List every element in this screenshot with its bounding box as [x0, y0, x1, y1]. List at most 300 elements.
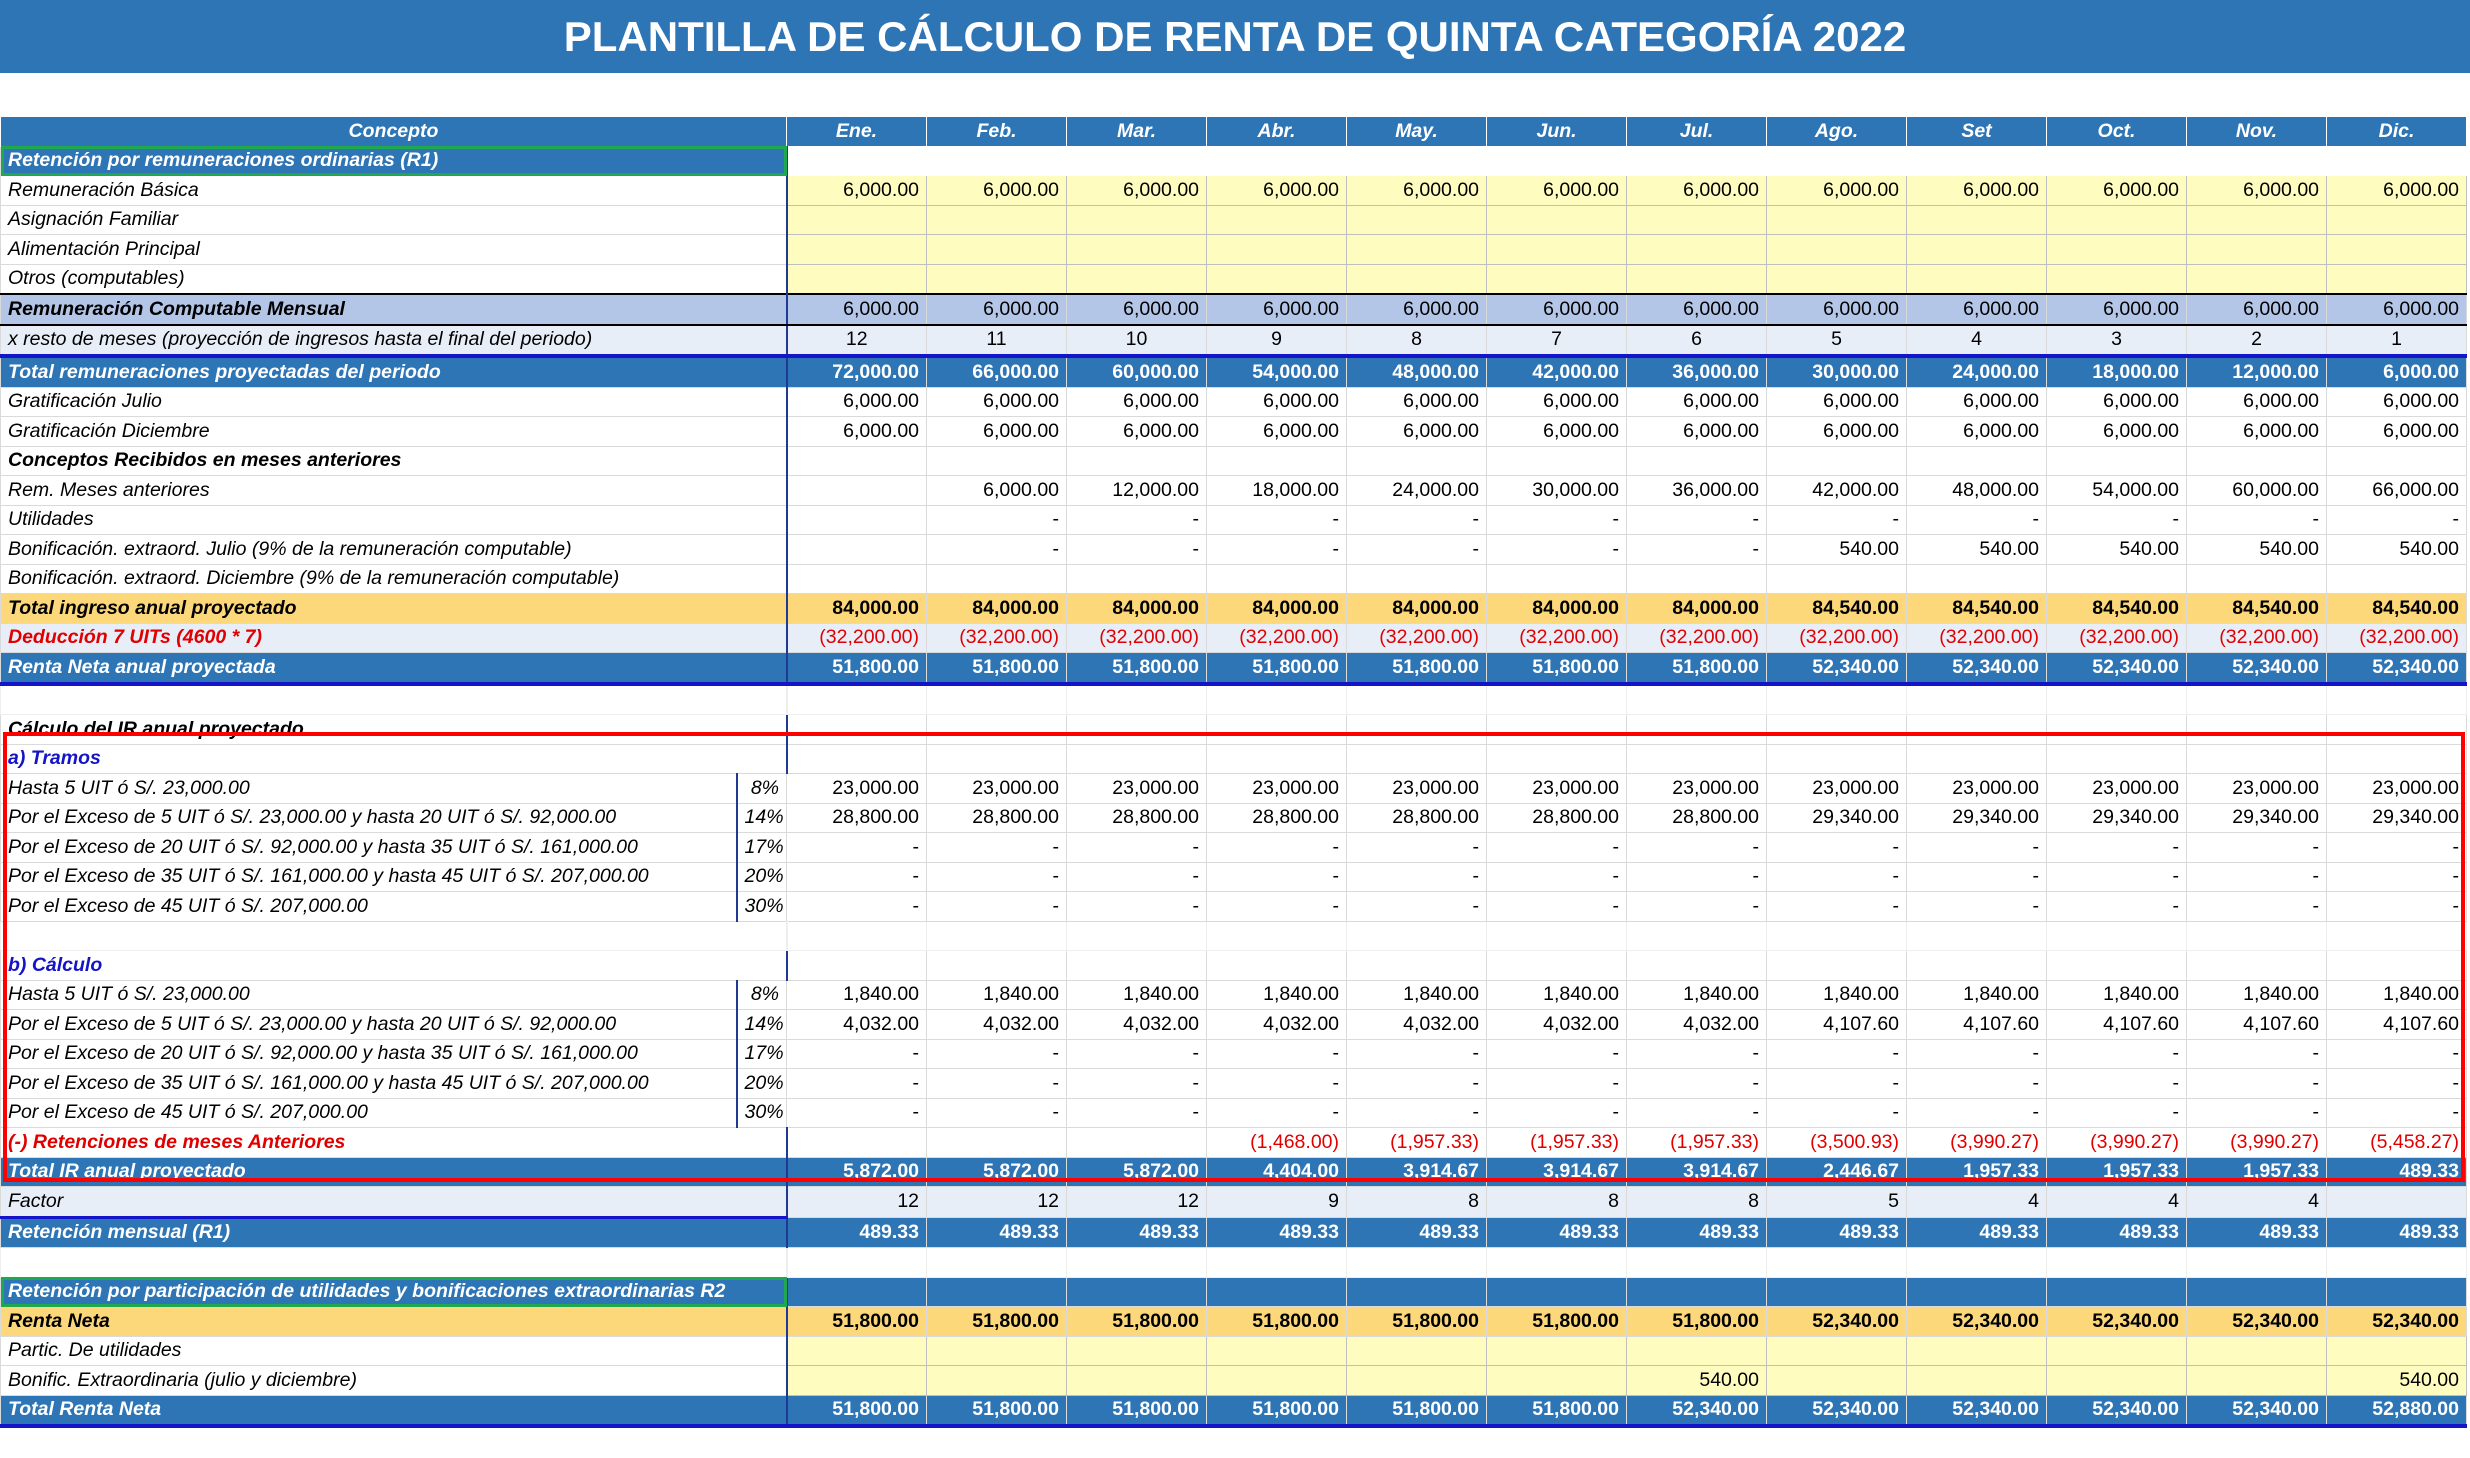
- value-cell[interactable]: (5,458.27): [2327, 1128, 2467, 1158]
- value-cell[interactable]: 84,540.00: [2327, 594, 2467, 624]
- cell[interactable]: [1067, 1277, 1207, 1307]
- value-cell[interactable]: [787, 715, 927, 745]
- value-cell[interactable]: 9: [1207, 1187, 1347, 1218]
- value-cell[interactable]: [2187, 205, 2327, 235]
- value-cell[interactable]: 489.33: [1487, 1217, 1627, 1248]
- row-label[interactable]: Utilidades: [1, 505, 787, 535]
- row-label[interactable]: Total IR anual proyectado: [1, 1157, 787, 1187]
- value-cell[interactable]: [787, 235, 927, 265]
- value-cell[interactable]: -: [927, 535, 1067, 565]
- value-cell[interactable]: [1207, 684, 1347, 715]
- value-cell[interactable]: 30,000.00: [1487, 476, 1627, 506]
- value-cell[interactable]: 42,000.00: [1487, 356, 1627, 387]
- value-cell[interactable]: [1207, 744, 1347, 774]
- value-cell[interactable]: 84,000.00: [1487, 594, 1627, 624]
- value-cell[interactable]: 4,032.00: [1347, 1010, 1487, 1040]
- value-cell[interactable]: 28,800.00: [927, 803, 1067, 833]
- value-cell[interactable]: 28,800.00: [1347, 803, 1487, 833]
- value-cell[interactable]: [1767, 205, 1907, 235]
- value-cell[interactable]: 23,000.00: [1487, 774, 1627, 804]
- cell[interactable]: [2187, 146, 2327, 176]
- section-header-cell[interactable]: Retención por participación de utilidades y bonificaciones extraordinarias R2: [1, 1277, 787, 1307]
- value-cell[interactable]: 8: [1347, 325, 1487, 357]
- value-cell[interactable]: -: [2047, 892, 2187, 922]
- value-cell[interactable]: 1,957.33: [1907, 1157, 2047, 1187]
- value-cell[interactable]: (32,200.00): [787, 623, 927, 653]
- row-label[interactable]: Factor: [1, 1187, 787, 1218]
- value-cell[interactable]: 6,000.00: [1627, 176, 1767, 206]
- value-cell[interactable]: 52,340.00: [2187, 1395, 2327, 1426]
- value-cell[interactable]: -: [787, 1069, 927, 1099]
- value-cell[interactable]: 28,800.00: [787, 803, 927, 833]
- cell[interactable]: [1207, 1277, 1347, 1307]
- value-cell[interactable]: 540.00: [1767, 535, 1907, 565]
- value-cell[interactable]: [2327, 446, 2467, 476]
- value-cell[interactable]: 51,800.00: [1067, 1307, 1207, 1337]
- value-cell[interactable]: 84,000.00: [1347, 594, 1487, 624]
- cell[interactable]: [1207, 146, 1347, 176]
- value-cell[interactable]: 6,000.00: [1767, 417, 1907, 447]
- value-cell[interactable]: [2327, 921, 2467, 951]
- value-cell[interactable]: 1,840.00: [1487, 980, 1627, 1010]
- value-cell[interactable]: 489.33: [2047, 1217, 2187, 1248]
- value-cell[interactable]: 18,000.00: [2047, 356, 2187, 387]
- value-cell[interactable]: 6,000.00: [1767, 387, 1907, 417]
- value-cell[interactable]: 6,000.00: [2047, 387, 2187, 417]
- value-cell[interactable]: 5,872.00: [927, 1157, 1067, 1187]
- value-cell[interactable]: -: [1767, 505, 1907, 535]
- column-header-month[interactable]: Mar.: [1067, 117, 1207, 147]
- value-cell[interactable]: 51,800.00: [1347, 1307, 1487, 1337]
- value-cell[interactable]: 6,000.00: [1767, 176, 1907, 206]
- value-cell[interactable]: 6,000.00: [2327, 176, 2467, 206]
- value-cell[interactable]: [1067, 951, 1207, 981]
- value-cell[interactable]: -: [2187, 892, 2327, 922]
- row-label[interactable]: Por el Exceso de 20 UIT ó S/. 92,000.00 y hasta 35 UIT ó S/. 161,000.00: [1, 1039, 737, 1069]
- cell[interactable]: [787, 146, 927, 176]
- value-cell[interactable]: 8: [1347, 1187, 1487, 1218]
- value-cell[interactable]: 6,000.00: [2327, 356, 2467, 387]
- value-cell[interactable]: (1,468.00): [1207, 1128, 1347, 1158]
- value-cell[interactable]: [927, 264, 1067, 294]
- value-cell[interactable]: -: [2327, 1039, 2467, 1069]
- value-cell[interactable]: -: [1067, 892, 1207, 922]
- value-cell[interactable]: [1907, 951, 2047, 981]
- row-label[interactable]: [1, 684, 787, 715]
- value-cell[interactable]: -: [2187, 833, 2327, 863]
- value-cell[interactable]: 6,000.00: [2047, 294, 2187, 325]
- value-cell[interactable]: (32,200.00): [1207, 623, 1347, 653]
- value-cell[interactable]: 23,000.00: [1907, 774, 2047, 804]
- value-cell[interactable]: [1067, 684, 1207, 715]
- value-cell[interactable]: [1627, 1248, 1767, 1278]
- value-cell[interactable]: 51,800.00: [1207, 1307, 1347, 1337]
- value-cell[interactable]: -: [1347, 862, 1487, 892]
- row-label[interactable]: Partic. De utilidades: [1, 1336, 787, 1366]
- value-cell[interactable]: [1067, 564, 1207, 594]
- column-header-month[interactable]: Ene.: [787, 117, 927, 147]
- value-cell[interactable]: -: [1347, 1069, 1487, 1099]
- value-cell[interactable]: -: [787, 892, 927, 922]
- value-cell[interactable]: 6,000.00: [1207, 176, 1347, 206]
- value-cell[interactable]: 6,000.00: [787, 176, 927, 206]
- value-cell[interactable]: [1207, 1336, 1347, 1366]
- value-cell[interactable]: [1067, 264, 1207, 294]
- value-cell[interactable]: (1,957.33): [1627, 1128, 1767, 1158]
- value-cell[interactable]: 540.00: [1907, 535, 2047, 565]
- value-cell[interactable]: [1347, 684, 1487, 715]
- rate-cell[interactable]: 17%: [737, 1039, 787, 1069]
- value-cell[interactable]: [927, 684, 1067, 715]
- cell[interactable]: [1067, 146, 1207, 176]
- value-cell[interactable]: [1207, 715, 1347, 745]
- value-cell[interactable]: [1907, 1336, 2047, 1366]
- value-cell[interactable]: -: [1907, 833, 2047, 863]
- value-cell[interactable]: [1487, 744, 1627, 774]
- value-cell[interactable]: 489.33: [787, 1217, 927, 1248]
- rate-cell[interactable]: 8%: [737, 980, 787, 1010]
- cell[interactable]: [2327, 1277, 2467, 1307]
- value-cell[interactable]: -: [927, 892, 1067, 922]
- cell[interactable]: [2327, 146, 2467, 176]
- value-cell[interactable]: [2187, 1248, 2327, 1278]
- value-cell[interactable]: [787, 264, 927, 294]
- value-cell[interactable]: [2187, 235, 2327, 265]
- row-label[interactable]: Hasta 5 UIT ó S/. 23,000.00: [1, 980, 737, 1010]
- spreadsheet-grid[interactable]: [0, 116, 2467, 1428]
- value-cell[interactable]: [2327, 1336, 2467, 1366]
- value-cell[interactable]: -: [927, 505, 1067, 535]
- value-cell[interactable]: 4,032.00: [1627, 1010, 1767, 1040]
- value-cell[interactable]: [787, 535, 927, 565]
- value-cell[interactable]: [2187, 1336, 2327, 1366]
- value-cell[interactable]: 6,000.00: [2047, 417, 2187, 447]
- value-cell[interactable]: 29,340.00: [2327, 803, 2467, 833]
- value-cell[interactable]: 6,000.00: [1207, 417, 1347, 447]
- value-cell[interactable]: -: [1207, 833, 1347, 863]
- value-cell[interactable]: 5: [1767, 325, 1907, 357]
- value-cell[interactable]: 6: [1627, 325, 1767, 357]
- value-cell[interactable]: 6,000.00: [1627, 417, 1767, 447]
- value-cell[interactable]: [1907, 684, 2047, 715]
- value-cell[interactable]: 12,000.00: [1067, 476, 1207, 506]
- value-cell[interactable]: 6,000.00: [1487, 294, 1627, 325]
- value-cell[interactable]: 84,000.00: [927, 594, 1067, 624]
- value-cell[interactable]: 12: [787, 325, 927, 357]
- value-cell[interactable]: 52,340.00: [2327, 1307, 2467, 1337]
- value-cell[interactable]: [927, 235, 1067, 265]
- value-cell[interactable]: 6,000.00: [787, 294, 927, 325]
- value-cell[interactable]: [787, 684, 927, 715]
- row-label[interactable]: Gratificación Julio: [1, 387, 787, 417]
- value-cell[interactable]: 51,800.00: [1347, 1395, 1487, 1426]
- value-cell[interactable]: 52,340.00: [2187, 1307, 2327, 1337]
- value-cell[interactable]: 52,340.00: [1907, 1307, 2047, 1337]
- column-header-concept[interactable]: Concepto: [1, 117, 787, 147]
- value-cell[interactable]: 4,032.00: [1207, 1010, 1347, 1040]
- column-header-month[interactable]: May.: [1347, 117, 1487, 147]
- value-cell[interactable]: 42,000.00: [1767, 476, 1907, 506]
- value-cell[interactable]: 4,107.60: [2187, 1010, 2327, 1040]
- value-cell[interactable]: 12: [787, 1187, 927, 1218]
- value-cell[interactable]: 540.00: [2187, 535, 2327, 565]
- rate-cell[interactable]: 30%: [737, 1098, 787, 1128]
- value-cell[interactable]: [1207, 235, 1347, 265]
- value-cell[interactable]: 12: [927, 1187, 1067, 1218]
- value-cell[interactable]: [927, 564, 1067, 594]
- value-cell[interactable]: -: [927, 1039, 1067, 1069]
- value-cell[interactable]: (3,990.27): [2187, 1128, 2327, 1158]
- value-cell[interactable]: 6,000.00: [2187, 176, 2327, 206]
- value-cell[interactable]: 29,340.00: [2187, 803, 2327, 833]
- row-label[interactable]: Por el Exceso de 5 UIT ó S/. 23,000.00 y hasta 20 UIT ó S/. 92,000.00: [1, 803, 737, 833]
- value-cell[interactable]: 4,107.60: [2047, 1010, 2187, 1040]
- row-label[interactable]: [1, 921, 787, 951]
- value-cell[interactable]: [1627, 446, 1767, 476]
- value-cell[interactable]: [1767, 715, 1907, 745]
- row-label[interactable]: Por el Exceso de 45 UIT ó S/. 207,000.00: [1, 1098, 737, 1128]
- value-cell[interactable]: 23,000.00: [2047, 774, 2187, 804]
- value-cell[interactable]: -: [2047, 1069, 2187, 1099]
- value-cell[interactable]: 6,000.00: [1767, 294, 1907, 325]
- value-cell[interactable]: [2047, 1336, 2187, 1366]
- value-cell[interactable]: -: [1067, 862, 1207, 892]
- value-cell[interactable]: [1627, 715, 1767, 745]
- value-cell[interactable]: -: [2327, 1098, 2467, 1128]
- value-cell[interactable]: -: [2047, 1039, 2187, 1069]
- value-cell[interactable]: 52,340.00: [1907, 653, 2047, 684]
- value-cell[interactable]: 60,000.00: [2187, 476, 2327, 506]
- value-cell[interactable]: 489.33: [1067, 1217, 1207, 1248]
- value-cell[interactable]: 6,000.00: [1627, 387, 1767, 417]
- value-cell[interactable]: 6,000.00: [1207, 387, 1347, 417]
- value-cell[interactable]: [787, 446, 927, 476]
- value-cell[interactable]: [927, 446, 1067, 476]
- value-cell[interactable]: 6,000.00: [1067, 294, 1207, 325]
- value-cell[interactable]: 2,446.67: [1767, 1157, 1907, 1187]
- cell[interactable]: [1907, 1277, 2047, 1307]
- value-cell[interactable]: 66,000.00: [2327, 476, 2467, 506]
- row-label[interactable]: Por el Exceso de 35 UIT ó S/. 161,000.00 y hasta 45 UIT ó S/. 207,000.00: [1, 1069, 737, 1099]
- value-cell[interactable]: [2047, 446, 2187, 476]
- value-cell[interactable]: [1487, 684, 1627, 715]
- value-cell[interactable]: 5,872.00: [787, 1157, 927, 1187]
- value-cell[interactable]: 51,800.00: [927, 1307, 1067, 1337]
- value-cell[interactable]: 52,340.00: [2327, 653, 2467, 684]
- value-cell[interactable]: 1: [2327, 325, 2467, 357]
- value-cell[interactable]: 52,340.00: [2047, 653, 2187, 684]
- value-cell[interactable]: (1,957.33): [1347, 1128, 1487, 1158]
- value-cell[interactable]: 23,000.00: [2327, 774, 2467, 804]
- value-cell[interactable]: 28,800.00: [1207, 803, 1347, 833]
- value-cell[interactable]: 51,800.00: [787, 1395, 927, 1426]
- value-cell[interactable]: [2047, 564, 2187, 594]
- value-cell[interactable]: [1767, 446, 1907, 476]
- row-label[interactable]: Cálculo del IR anual proyectado: [1, 715, 787, 745]
- value-cell[interactable]: 18,000.00: [1207, 476, 1347, 506]
- value-cell[interactable]: [1487, 205, 1627, 235]
- value-cell[interactable]: (32,200.00): [1067, 623, 1207, 653]
- column-header-month[interactable]: Jun.: [1487, 117, 1627, 147]
- value-cell[interactable]: 6,000.00: [1347, 176, 1487, 206]
- value-cell[interactable]: 540.00: [2047, 535, 2187, 565]
- value-cell[interactable]: 6,000.00: [2327, 417, 2467, 447]
- row-label[interactable]: b) Cálculo: [1, 951, 787, 981]
- value-cell[interactable]: 6,000.00: [927, 476, 1067, 506]
- value-cell[interactable]: [927, 1366, 1067, 1396]
- value-cell[interactable]: 6,000.00: [1067, 387, 1207, 417]
- value-cell[interactable]: -: [2327, 833, 2467, 863]
- value-cell[interactable]: [2047, 1248, 2187, 1278]
- value-cell[interactable]: 6,000.00: [1347, 387, 1487, 417]
- cell[interactable]: [927, 146, 1067, 176]
- value-cell[interactable]: [1207, 564, 1347, 594]
- value-cell[interactable]: [2327, 715, 2467, 745]
- value-cell[interactable]: -: [1627, 833, 1767, 863]
- value-cell[interactable]: -: [1487, 892, 1627, 922]
- value-cell[interactable]: [787, 505, 927, 535]
- value-cell[interactable]: [1907, 921, 2047, 951]
- rate-cell[interactable]: 14%: [737, 803, 787, 833]
- section-header-cell[interactable]: Retención por remuneraciones ordinarias (R1): [1, 146, 787, 176]
- value-cell[interactable]: [787, 921, 927, 951]
- value-cell[interactable]: -: [2327, 862, 2467, 892]
- value-cell[interactable]: 6,000.00: [1627, 294, 1767, 325]
- cell[interactable]: [1767, 1277, 1907, 1307]
- value-cell[interactable]: 9: [1207, 325, 1347, 357]
- value-cell[interactable]: 23,000.00: [1347, 774, 1487, 804]
- value-cell[interactable]: (32,200.00): [1347, 623, 1487, 653]
- value-cell[interactable]: [1067, 1336, 1207, 1366]
- value-cell[interactable]: -: [1767, 1069, 1907, 1099]
- value-cell[interactable]: [2047, 921, 2187, 951]
- value-cell[interactable]: (3,990.27): [2047, 1128, 2187, 1158]
- value-cell[interactable]: [1207, 921, 1347, 951]
- value-cell[interactable]: -: [1627, 1098, 1767, 1128]
- value-cell[interactable]: 23,000.00: [1627, 774, 1767, 804]
- value-cell[interactable]: -: [1487, 535, 1627, 565]
- value-cell[interactable]: 23,000.00: [787, 774, 927, 804]
- value-cell[interactable]: 51,800.00: [1487, 653, 1627, 684]
- value-cell[interactable]: 6,000.00: [1347, 294, 1487, 325]
- rate-cell[interactable]: 17%: [737, 833, 787, 863]
- value-cell[interactable]: [2187, 715, 2327, 745]
- value-cell[interactable]: -: [1907, 1069, 2047, 1099]
- value-cell[interactable]: [1067, 715, 1207, 745]
- value-cell[interactable]: -: [1907, 505, 2047, 535]
- value-cell[interactable]: 6,000.00: [787, 387, 927, 417]
- value-cell[interactable]: [2047, 205, 2187, 235]
- row-label[interactable]: a) Tramos: [1, 744, 787, 774]
- value-cell[interactable]: -: [1347, 535, 1487, 565]
- value-cell[interactable]: -: [1067, 1098, 1207, 1128]
- value-cell[interactable]: -: [2187, 1098, 2327, 1128]
- value-cell[interactable]: 5: [1767, 1187, 1907, 1218]
- value-cell[interactable]: -: [1627, 535, 1767, 565]
- value-cell[interactable]: 7: [1487, 325, 1627, 357]
- value-cell[interactable]: [1347, 921, 1487, 951]
- value-cell[interactable]: 3: [2047, 325, 2187, 357]
- value-cell[interactable]: [787, 744, 927, 774]
- value-cell[interactable]: 84,000.00: [1067, 594, 1207, 624]
- value-cell[interactable]: -: [1487, 1098, 1627, 1128]
- value-cell[interactable]: [2187, 446, 2327, 476]
- value-cell[interactable]: [927, 951, 1067, 981]
- value-cell[interactable]: 1,840.00: [1067, 980, 1207, 1010]
- value-cell[interactable]: -: [1347, 505, 1487, 535]
- value-cell[interactable]: [1907, 235, 2047, 265]
- value-cell[interactable]: -: [1347, 1098, 1487, 1128]
- value-cell[interactable]: [1907, 264, 2047, 294]
- value-cell[interactable]: 540.00: [1627, 1366, 1767, 1396]
- value-cell[interactable]: [927, 715, 1067, 745]
- value-cell[interactable]: [927, 1336, 1067, 1366]
- value-cell[interactable]: 51,800.00: [927, 1395, 1067, 1426]
- value-cell[interactable]: [1767, 1366, 1907, 1396]
- cell[interactable]: [1487, 146, 1627, 176]
- value-cell[interactable]: -: [2047, 505, 2187, 535]
- value-cell[interactable]: -: [1487, 1069, 1627, 1099]
- value-cell[interactable]: -: [1207, 1039, 1347, 1069]
- cell[interactable]: [2187, 1277, 2327, 1307]
- value-cell[interactable]: 1,840.00: [1627, 980, 1767, 1010]
- value-cell[interactable]: 84,000.00: [1627, 594, 1767, 624]
- cell[interactable]: [1907, 146, 2047, 176]
- value-cell[interactable]: 489.33: [2187, 1217, 2327, 1248]
- value-cell[interactable]: 8: [1487, 1187, 1627, 1218]
- value-cell[interactable]: 51,800.00: [1207, 1395, 1347, 1426]
- value-cell[interactable]: [2047, 235, 2187, 265]
- value-cell[interactable]: -: [927, 1069, 1067, 1099]
- value-cell[interactable]: [1627, 921, 1767, 951]
- value-cell[interactable]: -: [1067, 1069, 1207, 1099]
- value-cell[interactable]: [1347, 1336, 1487, 1366]
- value-cell[interactable]: 84,540.00: [1767, 594, 1907, 624]
- value-cell[interactable]: [2187, 951, 2327, 981]
- value-cell[interactable]: [1487, 715, 1627, 745]
- value-cell[interactable]: 51,800.00: [1487, 1307, 1627, 1337]
- value-cell[interactable]: [1347, 446, 1487, 476]
- value-cell[interactable]: 51,800.00: [1347, 653, 1487, 684]
- value-cell[interactable]: 4,107.60: [1767, 1010, 1907, 1040]
- value-cell[interactable]: [1487, 235, 1627, 265]
- value-cell[interactable]: (3,500.93): [1767, 1128, 1907, 1158]
- value-cell[interactable]: -: [1907, 1039, 2047, 1069]
- value-cell[interactable]: 52,340.00: [1907, 1395, 2047, 1426]
- value-cell[interactable]: [1207, 951, 1347, 981]
- value-cell[interactable]: 72,000.00: [787, 356, 927, 387]
- row-label[interactable]: (-) Retenciones de meses Anteriores: [1, 1128, 787, 1158]
- value-cell[interactable]: (1,957.33): [1487, 1128, 1627, 1158]
- value-cell[interactable]: -: [1347, 892, 1487, 922]
- value-cell[interactable]: 23,000.00: [1207, 774, 1347, 804]
- value-cell[interactable]: 84,540.00: [2187, 594, 2327, 624]
- value-cell[interactable]: [1487, 1248, 1627, 1278]
- value-cell[interactable]: 540.00: [2327, 1366, 2467, 1396]
- value-cell[interactable]: [1067, 1128, 1207, 1158]
- value-cell[interactable]: [1627, 264, 1767, 294]
- value-cell[interactable]: 29,340.00: [2047, 803, 2187, 833]
- value-cell[interactable]: [787, 1366, 927, 1396]
- value-cell[interactable]: [2187, 921, 2327, 951]
- value-cell[interactable]: [787, 1128, 927, 1158]
- value-cell[interactable]: [2327, 1248, 2467, 1278]
- value-cell[interactable]: -: [2327, 1069, 2467, 1099]
- value-cell[interactable]: -: [1487, 1039, 1627, 1069]
- value-cell[interactable]: -: [1907, 862, 2047, 892]
- value-cell[interactable]: 6,000.00: [1207, 294, 1347, 325]
- rate-cell[interactable]: 20%: [737, 1069, 787, 1099]
